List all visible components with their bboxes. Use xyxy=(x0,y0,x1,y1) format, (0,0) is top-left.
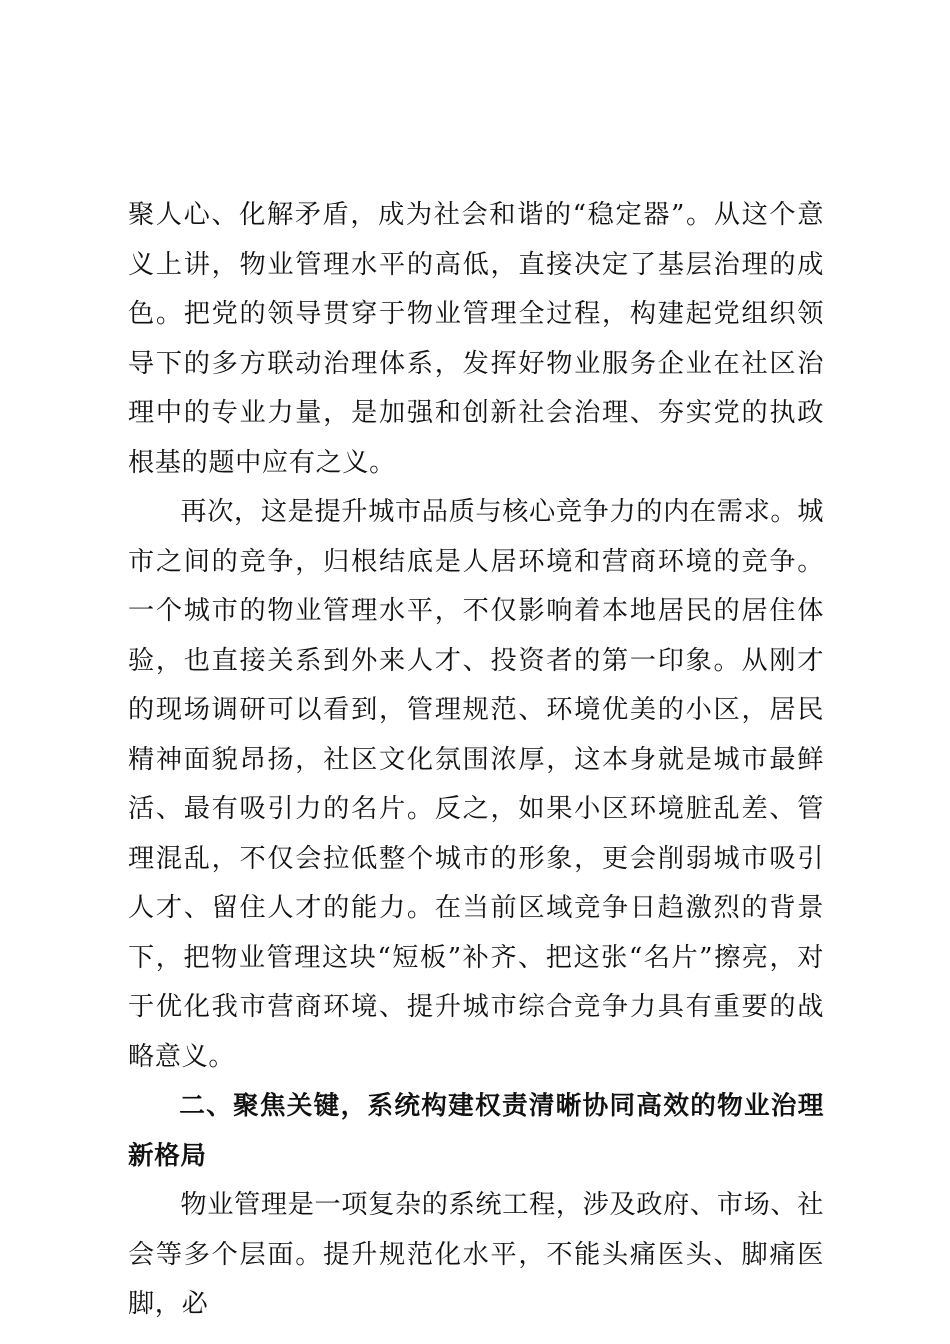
section-heading-2: 二、聚焦关键，系统构建权责清晰协同高效的物业治理新格局 xyxy=(128,1091,824,1171)
paragraph-city-competitiveness: 再次，这是提升城市品质与核心竞争力的内在需求。城市之间的竞争，归根结底是人居环境和营商环境的竞争。一个城市的物业管理水平，不仅影响着本地居民的居住体验，也直接关系到外来人才、投资者的第一印象。从刚才的现场调研可以看到，管理规范、环境优美的小区，居民精神面貌昂扬，社区文化氛围浓厚，这本身就是城市最鲜活、最有吸引力的名片。反之，如果小区环境脏乱差、管理混乱，不仅会拉低整个城市的形象，更会削弱城市吸引人才、留住人才的能力。在当前区域竞争日趋激烈的背景下，把物业管理这块“短板”补齐、把这张“名片”擦亮，对于优化我市营商环境、提升城市综合竞争力具有重要的战略意义。 xyxy=(128,497,824,1072)
paragraph-system-engineering: 物业管理是一项复杂的系统工程，涉及政府、市场、社会等多个层面。提升规范化水平，不能头痛医头、脚痛医脚，必 xyxy=(128,1190,824,1319)
document-body xyxy=(128,191,824,1330)
paragraph-continuation: 聚人心、化解矛盾，成为社会和谐的“稳定器”。从这个意义上讲，物业管理水平的高低，直接决定了基层治理的成色。把党的领导贯穿于物业管理全过程，构建起党组织领导下的多方联动治理体系，发挥好物业服务企业在社区治理中的专业力量，是加强和创新社会治理、夯实党的执政根基的题中应有之义。 xyxy=(128,200,824,478)
